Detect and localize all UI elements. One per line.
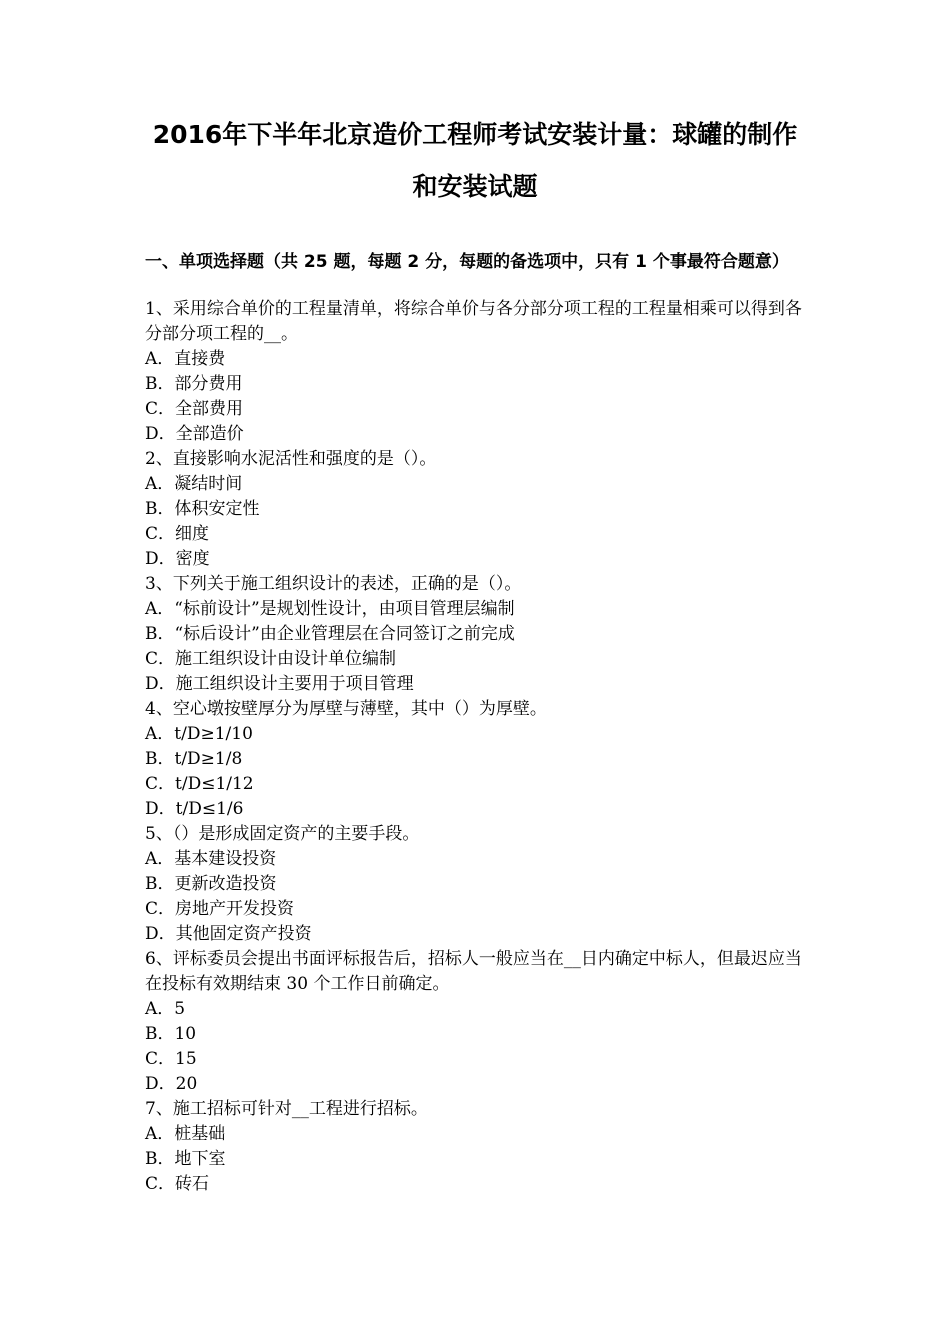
question-stem: 6、评标委员会提出书面评标报告后，招标人一般应当在__日内确定中标人，但最迟应当在投标有效期结束 30 个工作日前确定。 xyxy=(145,949,802,994)
option-a: A．基本建设投资 xyxy=(145,849,277,869)
option-b: B．10 xyxy=(145,1024,197,1044)
option-d: D．20 xyxy=(145,1074,198,1094)
option-a: A．5 xyxy=(145,999,186,1019)
option-b: B．t/D≥1/8 xyxy=(145,749,243,769)
question-stem: 4、空心墩按壁厚分为厚壁与薄壁，其中（）为厚壁。 xyxy=(145,699,547,719)
question-stem: 7、施工招标可针对__工程进行招标。 xyxy=(145,1099,428,1119)
option-c: C．施工组织设计由设计单位编制 xyxy=(145,649,397,669)
option-c: C．砖石 xyxy=(145,1174,210,1194)
option-d: D．施工组织设计主要用于项目管理 xyxy=(145,674,414,694)
option-b: B．体积安定性 xyxy=(145,499,260,519)
option-c: C．房地产开发投资 xyxy=(145,899,295,919)
question-list xyxy=(145,297,810,1197)
option-a: A．t/D≥1/10 xyxy=(145,724,253,744)
document-title-line-2: 和安装试题 xyxy=(412,172,538,201)
question-stem: 5、（）是形成固定资产的主要手段。 xyxy=(145,824,420,844)
option-a: A．桩基础 xyxy=(145,1124,226,1144)
option-b: B．更新改造投资 xyxy=(145,874,277,894)
option-c: C．15 xyxy=(145,1049,197,1069)
option-b: B．部分费用 xyxy=(145,374,243,394)
option-c: C．t/D≤1/12 xyxy=(145,774,254,794)
question-stem: 3、下列关于施工组织设计的表述，正确的是（）。 xyxy=(145,574,522,594)
question-stem: 2、直接影响水泥活性和强度的是（）。 xyxy=(145,449,437,469)
option-a: A．“标前设计”是规划性设计，由项目管理层编制 xyxy=(145,599,515,619)
option-d: D．t/D≤1/6 xyxy=(145,799,244,819)
option-a: A．直接费 xyxy=(145,349,226,369)
section-heading: 一、单项选择题（共 25 题，每题 2 分，每题的备选项中，只有 1 个事最符合题意） xyxy=(145,252,789,272)
option-b: B．“标后设计”由企业管理层在合同签订之前完成 xyxy=(145,624,515,644)
option-c: C．全部费用 xyxy=(145,399,244,419)
document-title-line-1: 2016年下半年北京造价工程师考试安装计量：球罐的制作 xyxy=(152,120,798,149)
option-c: C．细度 xyxy=(145,524,210,544)
option-d: D．密度 xyxy=(145,549,210,569)
question-stem: 1、采用综合单价的工程量清单，将综合单价与各分部分项工程的工程量相乘可以得到各分部分项工程的__。 xyxy=(145,299,802,344)
option-d: D．其他固定资产投资 xyxy=(145,924,312,944)
option-d: D．全部造价 xyxy=(145,424,244,444)
option-a: A．凝结时间 xyxy=(145,474,243,494)
option-b: B．地下室 xyxy=(145,1149,226,1169)
